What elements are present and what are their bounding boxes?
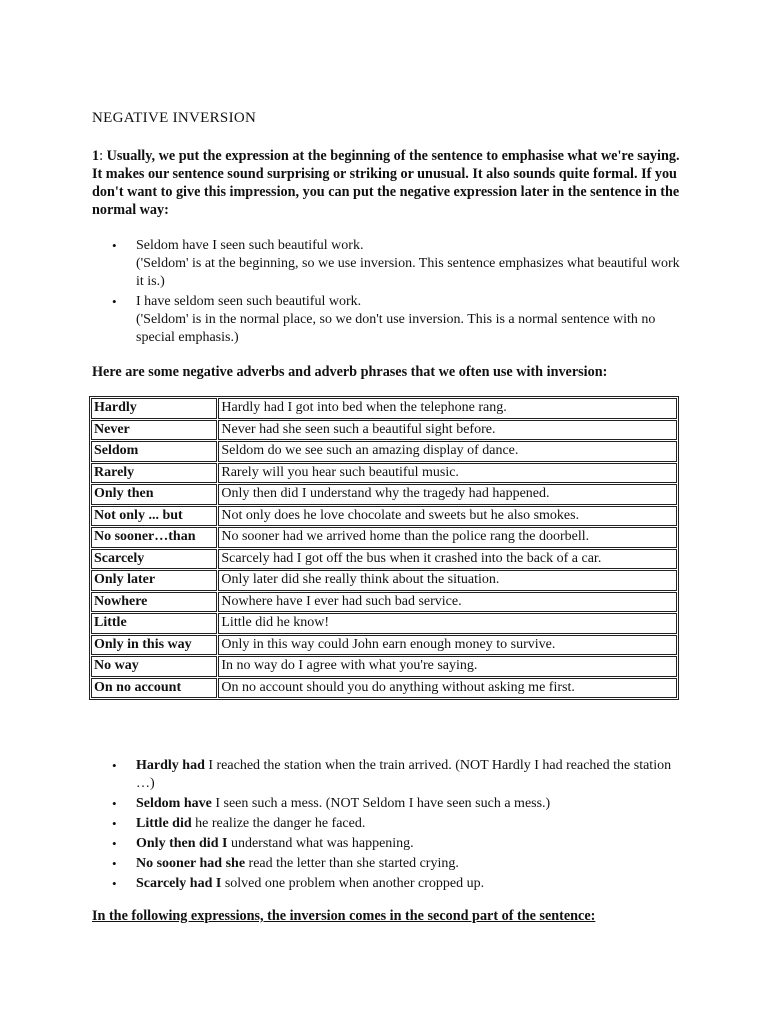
list-item [92,835,682,853]
example-cell: Never had she seen such a beautiful sight before. [218,420,677,441]
adverb-cell: No way [91,656,217,677]
top-bullet-list [92,237,682,349]
example-cell: Seldom do we see such an amazing display of dance. [218,441,677,462]
example-rest: solved one problem when another cropped up. [221,876,485,891]
adverb-cell: Scarcely [91,549,217,570]
adverb-cell: Not only ... but [91,506,217,527]
bullet-icon: • [112,816,117,831]
intro-paragraph [92,147,682,219]
example-rest: I seen such a mess. (NOT Seldom I have seen such a mess.) [211,796,551,811]
section-heading: Here are some negative adverbs and adverb phrases that we often use with inversion: [92,364,608,380]
adverb-cell: Only later [91,570,217,591]
inversion-phrase: No sooner had she [136,856,246,871]
adverb-cell: Nowhere [91,592,217,613]
table-row [91,570,677,591]
table-row [91,506,677,527]
example-cell: Only then did I understand why the tragedy had happened. [218,484,677,505]
list-item [92,293,682,347]
example-rest: read the letter than she started crying. [245,856,459,871]
table-row [91,463,677,484]
inversion-phrase: Scarcely had I [136,876,222,891]
bullet-icon: • [112,758,117,773]
example-cell: In no way do I agree with what you're saying. [218,656,677,677]
example-cell: Scarcely had I got off the bus when it crashed into the back of a car. [218,549,677,570]
table-row [91,484,677,505]
list-item [92,237,682,291]
adverb-cell: Rarely [91,463,217,484]
list-item [92,815,682,833]
adverb-cell: Only in this way [91,635,217,656]
intro-number: 1 [92,148,100,164]
example-cell: Only in this way could John earn enough money to survive. [218,635,677,656]
table-row [91,592,677,613]
table-row [91,527,677,548]
bullet-icon: • [112,836,117,851]
bottom-bullet-list [92,757,682,895]
example-cell: Little did he know! [218,613,677,634]
table-row [91,635,677,656]
list-item [92,875,682,893]
adverb-cell: Seldom [91,441,217,462]
inversion-phrase: Only then did I [136,836,228,851]
bullet-sentence: I have seldom seen such beautiful work. [136,294,362,309]
bullet-icon: • [112,294,117,309]
bullet-explanation: ('Seldom' is at the beginning, so we use inversion. This sentence emphasizes what beautiful work it is.) [136,256,680,289]
inversion-phrase: Hardly had [136,758,205,773]
example-rest: I reached the station when the train arrived. (NOT Hardly I had reached the station …) [136,758,672,791]
list-item [92,757,682,793]
example-cell: Rarely will you hear such beautiful music. [218,463,677,484]
intro-colon: : [99,148,104,164]
bullet-sentence: Seldom have I seen such beautiful work. [136,238,364,253]
bullet-icon: • [112,876,117,891]
table-row [91,420,677,441]
list-item [92,795,682,813]
table-row [91,398,677,419]
table-row [91,656,677,677]
intro-text: Usually, we put the expression at the beginning of the sentence to emphasise what we're saying. It makes our sentence sound surprising or striking or unusual. It also sounds quite formal. If you don't want to give this impression, you can put the negative expression later in the sentence in the normal way: [92,148,680,218]
example-cell: Not only does he love chocolate and sweets but he also smokes. [218,506,677,527]
inversion-phrase: Little did [136,816,192,831]
adverb-cell: Little [91,613,217,634]
example-cell: On no account should you do anything without asking me first. [218,678,677,699]
table-row [91,678,677,699]
footer-heading: In the following expressions, the inversion comes in the second part of the sentence: [92,908,596,924]
bullet-icon: • [112,796,117,811]
adverb-cell: Never [91,420,217,441]
adverb-cell: No sooner…than [91,527,217,548]
adverb-cell: On no account [91,678,217,699]
list-item [92,855,682,873]
bullet-icon: • [112,856,117,871]
bullet-icon: • [112,238,117,253]
example-cell: Nowhere have I ever had such bad service. [218,592,677,613]
example-cell: Only later did she really think about the situation. [218,570,677,591]
table-row [91,441,677,462]
page-title: NEGATIVE INVERSION [92,110,257,126]
example-cell: No sooner had we arrived home than the police rang the doorbell. [218,527,677,548]
inversion-phrase: Seldom have [136,796,212,811]
adverb-table [89,396,679,700]
adverb-cell: Hardly [91,398,217,419]
example-rest: understand what was happening. [227,836,414,851]
example-rest: he realize the danger he faced. [191,816,366,831]
adverb-cell: Only then [91,484,217,505]
bullet-explanation: ('Seldom' is in the normal place, so we don't use inversion. This is a normal sentence with no special emphasis.) [136,312,656,345]
table-row [91,549,677,570]
table-row [91,613,677,634]
example-cell: Hardly had I got into bed when the telephone rang. [218,398,677,419]
